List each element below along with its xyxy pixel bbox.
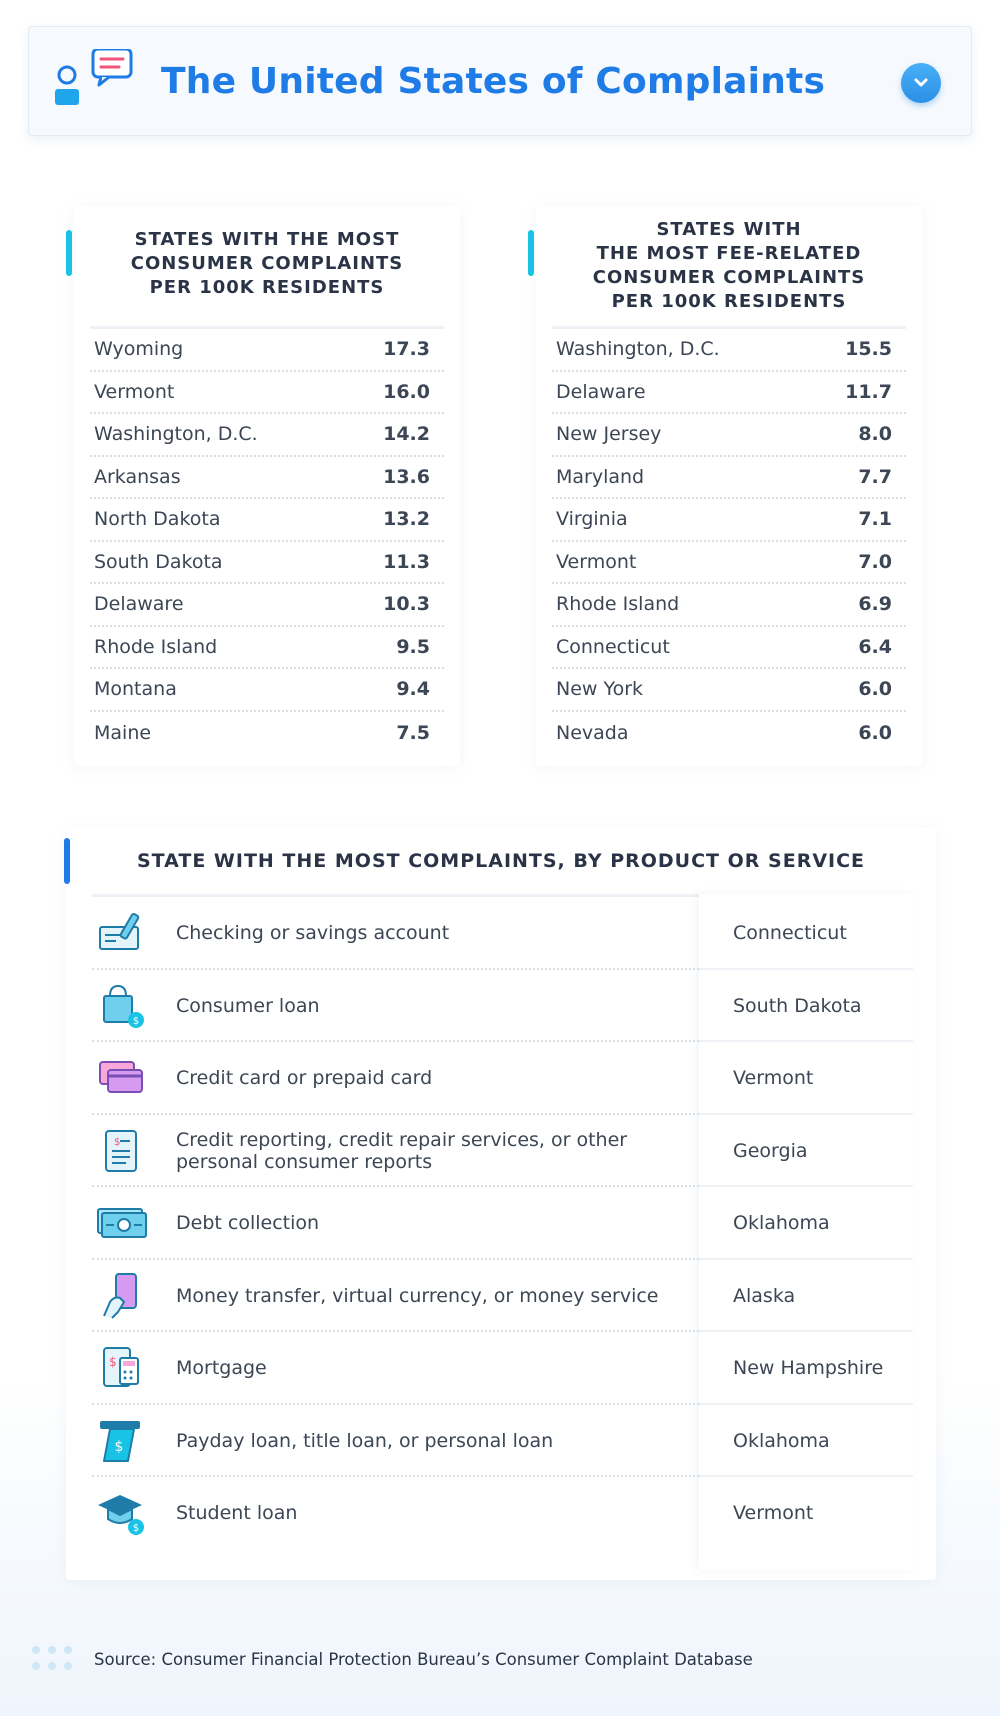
table-row (92, 1477, 913, 1550)
table-row (90, 329, 444, 372)
product-label: Consumer loan (176, 994, 320, 1017)
table-title-line: PER 100K RESIDENTS (611, 291, 847, 312)
table-row (90, 542, 444, 585)
product-label: Credit reporting, credit repair services, or other personal consumer reports (176, 1128, 628, 1173)
product-label: Student loan (176, 1502, 298, 1524)
table-row (92, 1405, 913, 1478)
table-title-line: CONSUMER COMPLAINTS (592, 267, 866, 288)
state-name: Maine (94, 721, 152, 744)
shopping-bag-icon (96, 982, 148, 1030)
chevron-down-icon (913, 77, 929, 89)
table-row (552, 329, 906, 372)
complaint-value: 6.9 (858, 593, 892, 616)
table-title-line: PER 100K RESIDENTS (149, 277, 385, 298)
calculator-document-icon (96, 1344, 148, 1392)
table-row (92, 1332, 913, 1405)
table-row (552, 627, 906, 670)
state-name: Rhode Island (94, 635, 218, 658)
table-row (92, 1260, 913, 1333)
table-row (552, 499, 906, 542)
complaint-value: 14.2 (383, 423, 430, 446)
complaint-value: 10.3 (383, 593, 430, 616)
complaint-value: 9.4 (396, 678, 430, 701)
atm-cash-icon (96, 1417, 148, 1465)
complaint-value: 8.0 (858, 423, 892, 446)
table-row (552, 414, 906, 457)
table-title-line: THE MOST FEE-RELATED (596, 243, 862, 264)
state-name: Montana (94, 678, 177, 701)
table-title-line: STATES WITH (656, 219, 802, 240)
product-service-table (66, 828, 936, 1580)
state-name: Connecticut (556, 635, 670, 658)
graduation-cap-icon (96, 1489, 148, 1537)
table-row (90, 584, 444, 627)
complaint-value: 6.4 (858, 635, 892, 658)
chat-user-icon (53, 49, 149, 139)
check-pen-icon (96, 909, 148, 957)
product-label: Mortgage (176, 1357, 267, 1379)
page-footer (30, 1640, 970, 1680)
product-label: Payday loan, title loan, or personal loan (176, 1429, 554, 1452)
collapse-toggle-button[interactable] (901, 63, 941, 103)
table-title (536, 218, 922, 314)
state-name: Washington, D.C. (94, 423, 258, 446)
section-accent (528, 230, 534, 276)
product-label: Money transfer, virtual currency, or money service (176, 1284, 659, 1307)
table-title: STATE WITH THE MOST COMPLAINTS, BY PRODUCT OR SERVICE (136, 850, 866, 872)
state-name: Maryland (556, 465, 645, 488)
table-row (552, 372, 906, 415)
fee-complaints-table (536, 206, 922, 766)
product-label: Debt collection (176, 1212, 320, 1234)
state-name: Wyoming (94, 338, 184, 361)
table-rows (90, 329, 444, 754)
state-name: Georgia (733, 1139, 808, 1162)
dots-decoration-icon (30, 1644, 78, 1678)
table-row (92, 1187, 913, 1260)
credit-cards-icon (96, 1054, 148, 1102)
table-row (90, 414, 444, 457)
complaint-value: 13.6 (383, 465, 430, 488)
svg-text:$: $ (114, 1136, 121, 1148)
state-name: North Dakota (94, 508, 221, 531)
state-name: South Dakota (733, 994, 862, 1017)
state-name: New Hampshire (733, 1357, 884, 1379)
table-row (552, 712, 906, 755)
state-name: Arkansas (94, 465, 181, 488)
product-label: Credit card or prepaid card (176, 1067, 433, 1089)
complaint-value: 6.0 (858, 721, 892, 744)
state-name: Connecticut (733, 922, 847, 944)
table-rows (552, 329, 906, 754)
banknote-icon (96, 1199, 148, 1247)
table-title (74, 228, 460, 300)
most-complaints-table (74, 206, 460, 766)
table-row (92, 970, 913, 1043)
state-name: Rhode Island (556, 593, 680, 616)
report-document-icon (96, 1127, 148, 1175)
complaint-value: 15.5 (845, 338, 892, 361)
page-header (28, 26, 972, 136)
section-accent (66, 230, 72, 276)
state-name: Vermont (556, 550, 637, 573)
svg-text:$: $ (132, 1523, 140, 1534)
state-name: Alaska (733, 1284, 796, 1307)
complaint-value: 7.5 (396, 721, 430, 744)
state-name: Vermont (94, 380, 175, 403)
complaint-value: 9.5 (396, 635, 430, 658)
table-title-line: CONSUMER COMPLAINTS (130, 253, 404, 274)
state-name: Delaware (94, 593, 184, 616)
table-row (90, 372, 444, 415)
complaint-value: 11.7 (845, 380, 892, 403)
state-name: Oklahoma (733, 1429, 830, 1452)
table-row (552, 542, 906, 585)
complaint-value: 16.0 (383, 380, 430, 403)
complaint-value: 11.3 (383, 550, 430, 573)
state-name: South Dakota (94, 550, 223, 573)
table-row (552, 584, 906, 627)
state-name: Virginia (556, 508, 628, 531)
state-name: New Jersey (556, 423, 662, 446)
state-name: Vermont (733, 1502, 814, 1524)
complaint-value: 17.3 (383, 338, 430, 361)
complaint-value: 6.0 (858, 678, 892, 701)
phone-hand-icon (96, 1272, 148, 1320)
complaint-value: 13.2 (383, 508, 430, 531)
source-note: Source: Consumer Financial Protection Bureau’s Consumer Complaint Database (94, 1650, 753, 1669)
table-row (90, 457, 444, 500)
table-row (90, 499, 444, 542)
complaint-value: 7.7 (858, 465, 892, 488)
table-row (552, 669, 906, 712)
complaint-value: 7.0 (858, 550, 892, 573)
product-label: Checking or savings account (176, 922, 450, 944)
table-row (92, 1042, 913, 1115)
svg-text:$: $ (132, 1015, 140, 1027)
svg-text:$: $ (109, 1355, 117, 1369)
state-name: New York (556, 678, 644, 701)
table-title-line: STATES WITH THE MOST (134, 229, 400, 250)
complaint-value: 7.1 (858, 508, 892, 531)
state-name: Nevada (556, 721, 629, 744)
table-row (92, 1115, 913, 1188)
table-row (90, 627, 444, 670)
page-title: The United States of Complaints (161, 61, 826, 102)
svg-text:$: $ (114, 1438, 124, 1455)
state-name: Washington, D.C. (556, 338, 720, 361)
state-name: Vermont (733, 1067, 814, 1089)
state-name: Delaware (556, 380, 646, 403)
table-row (92, 897, 913, 970)
table-row (90, 712, 444, 755)
state-name: Oklahoma (733, 1212, 830, 1234)
table-row (90, 669, 444, 712)
table-row (552, 457, 906, 500)
